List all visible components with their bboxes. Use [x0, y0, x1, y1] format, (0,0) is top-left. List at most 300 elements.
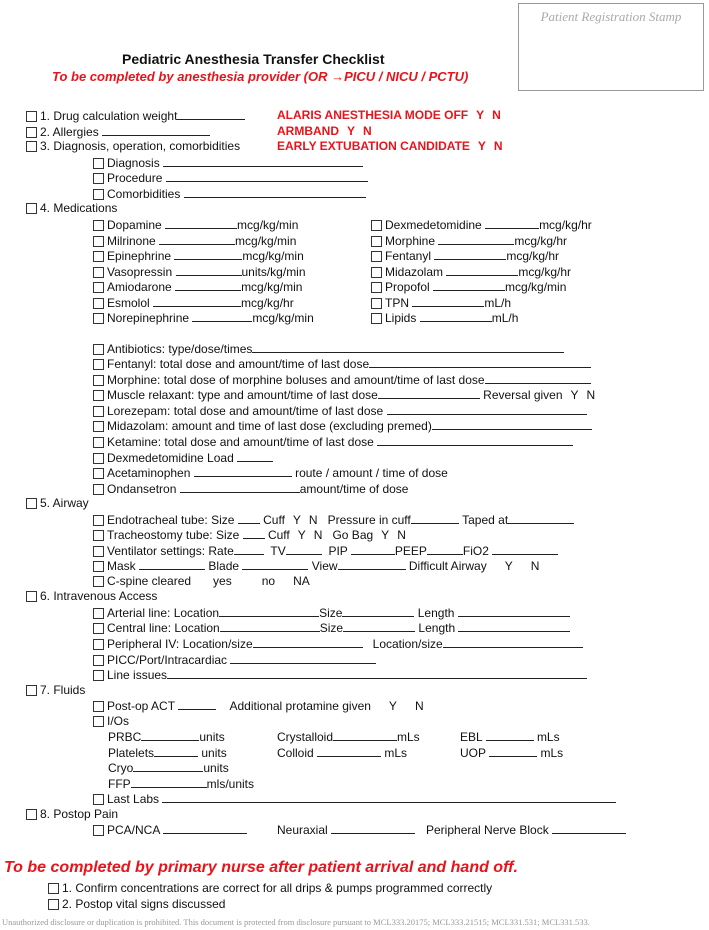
alert-label: ALARIS ANESTHESIA MODE OFF: [277, 108, 469, 122]
section-label: 5. Airway: [40, 496, 89, 510]
checkbox[interactable]: [93, 267, 104, 278]
blank-field[interactable]: [552, 822, 626, 834]
dose-acetaminophen: [93, 465, 448, 481]
iv-line-issues: [93, 667, 587, 683]
nurse-section-title: To be completed by primary nurse after patient arrival and hand off.: [4, 859, 518, 876]
yes-option[interactable]: Y: [477, 139, 486, 153]
pain-nerve-block: [426, 822, 626, 838]
blank-field[interactable]: [317, 745, 381, 757]
med-tpn: [371, 295, 511, 311]
med-name: Milrinone: [107, 234, 156, 248]
blank-field[interactable]: [342, 605, 414, 617]
checkbox[interactable]: [26, 498, 37, 509]
yes-option[interactable]: Y: [292, 513, 301, 527]
iv-peripheral: [93, 636, 583, 652]
field-label: Post-op ACT: [107, 699, 175, 713]
checkbox[interactable]: [93, 515, 104, 526]
med-name: TPN: [385, 296, 409, 310]
checkbox[interactable]: [93, 344, 104, 355]
blank-field[interactable]: [489, 745, 537, 757]
checkbox[interactable]: [93, 359, 104, 370]
field-unit: units: [201, 746, 227, 760]
field-label: PCA/NCA: [107, 823, 160, 837]
med-unit: mcg/kg/min: [241, 280, 303, 294]
checkbox[interactable]: [93, 608, 104, 619]
checkbox[interactable]: [93, 530, 104, 541]
reversal-label: Reversal given: [483, 388, 563, 402]
field-label: Crystalloid: [277, 730, 334, 744]
item-label: 1. Confirm concentrations are correct for all drips & pumps programmed correctly: [62, 881, 493, 895]
dose-label: Muscle relaxant: type and amount/time of last dose: [107, 388, 378, 402]
fluid-colloid: [277, 745, 407, 761]
checkbox[interactable]: [26, 591, 37, 602]
blank-field[interactable]: [343, 620, 415, 632]
dose-ketamine: [93, 434, 573, 450]
med-propofol: [371, 279, 566, 295]
blank-field[interactable]: [427, 543, 463, 555]
med-unit: mL/h: [491, 311, 519, 325]
blank-field[interactable]: [338, 558, 406, 570]
checkbox[interactable]: [371, 313, 382, 324]
blank-field[interactable]: [377, 434, 573, 446]
blank-field[interactable]: [458, 620, 570, 632]
na-option[interactable]: NA: [293, 574, 310, 588]
blank-field[interactable]: [159, 233, 235, 245]
blank-field[interactable]: [412, 295, 484, 307]
section-label: 4. Medications: [40, 201, 118, 215]
field-label: Cryo: [108, 761, 134, 775]
sub-procedure: [93, 170, 368, 186]
med-name: Norepinephrine: [107, 311, 190, 325]
blank-field[interactable]: [458, 605, 570, 617]
no-option[interactable]: N: [397, 528, 406, 542]
checkbox[interactable]: [371, 267, 382, 278]
med-unit: mcg/kg/min: [237, 218, 299, 232]
field-label: PEEP: [394, 544, 427, 558]
dose-label: Morphine: total dose of morphine boluses and amount/time of last dose: [107, 373, 485, 387]
dose-antibiotics: [93, 341, 564, 357]
blank-field[interactable]: [252, 341, 564, 353]
fluid-ffp: [108, 776, 254, 792]
med-unit: mcg/kg/min: [235, 234, 297, 248]
no-option[interactable]: N: [530, 559, 540, 573]
field-label: Pressure in cuff: [327, 513, 411, 527]
airway-mask: [93, 558, 539, 574]
blank-field[interactable]: [162, 791, 616, 803]
airway-cspine: [93, 574, 310, 589]
sub-comorbidities: [93, 186, 366, 202]
blank-field[interactable]: [102, 124, 210, 136]
no-option[interactable]: N: [493, 139, 503, 153]
checkbox[interactable]: [26, 141, 37, 152]
checkbox[interactable]: [93, 437, 104, 448]
yes-option[interactable]: Y: [476, 108, 485, 122]
checkbox[interactable]: [371, 282, 382, 293]
checkbox[interactable]: [93, 173, 104, 184]
dose-muscle-relaxant: [93, 387, 595, 403]
page-subtitle: To be completed by anesthesia provider (OR →PICU / NICU / PCTU): [52, 69, 469, 84]
checkbox[interactable]: [93, 561, 104, 572]
nurse-item-concentrations: [48, 881, 492, 896]
fluid-prbc: [108, 729, 225, 745]
yes-option[interactable]: Y: [388, 699, 397, 713]
med-name: Epinephrine: [107, 249, 172, 263]
field-unit: units: [203, 761, 229, 775]
field-label: EBL: [460, 730, 483, 744]
alert-early-extubation: [277, 139, 503, 154]
blank-field[interactable]: [432, 418, 592, 430]
field-label: Peripheral IV: Location/size: [107, 637, 253, 651]
checkbox[interactable]: [93, 670, 104, 681]
field-unit: mLs: [397, 730, 420, 744]
med-name: Morphine: [385, 234, 436, 248]
med-unit: mL/h: [484, 296, 512, 310]
field-label: Platelets: [108, 746, 155, 760]
dose-label: Lorezepam: total dose and amount/time of last dose: [107, 404, 384, 418]
blank-field[interactable]: [234, 543, 264, 555]
blank-field[interactable]: [243, 527, 265, 539]
blank-field[interactable]: [167, 667, 587, 679]
checkbox[interactable]: [93, 546, 104, 557]
blank-field[interactable]: [369, 356, 591, 368]
fluid-crystalloid: [277, 729, 420, 745]
checkbox[interactable]: [93, 576, 104, 587]
blank-field[interactable]: [438, 233, 514, 245]
alert-label: EARLY EXTUBATION CANDIDATE: [277, 139, 470, 153]
blank-field[interactable]: [178, 698, 216, 710]
dose-suffix: route / amount / time of dose: [295, 466, 448, 480]
yes-option[interactable]: yes: [213, 574, 232, 588]
checkbox[interactable]: [93, 313, 104, 324]
legal-footer: Unauthorized disclosure or duplication is prohibited. This document is protected from disclosure pursuant to MCL333.20175; MCL333.21515; MCL331.531; MCL331.533.: [2, 917, 590, 927]
field-label: PRBC: [108, 730, 142, 744]
field-label: FFP: [108, 777, 131, 791]
blank-field[interactable]: [238, 512, 260, 524]
no-option[interactable]: N: [492, 108, 501, 122]
dose-label: Midazolam: amount and time of last dose (excluding premed): [107, 419, 432, 433]
fluids-ios: [93, 714, 129, 729]
blank-field[interactable]: [508, 512, 574, 524]
med-name: Esmolol: [107, 296, 150, 310]
checkbox[interactable]: [93, 406, 104, 417]
field-label: I/Os: [107, 714, 130, 728]
airway-trach: [93, 527, 406, 543]
yes-option[interactable]: Y: [570, 388, 579, 402]
checkbox[interactable]: [93, 421, 104, 432]
blank-field[interactable]: [333, 729, 397, 741]
blank-field[interactable]: [434, 248, 506, 260]
checkbox[interactable]: [93, 236, 104, 247]
field-label: Location/size: [372, 637, 443, 651]
dose-label: Ketamine: total dose and amount/time of last dose: [107, 435, 374, 449]
no-option[interactable]: N: [414, 699, 424, 713]
checkbox[interactable]: [371, 236, 382, 247]
blank-field[interactable]: [131, 776, 207, 788]
item-label: 2. Postop vital signs discussed: [62, 897, 226, 911]
iv-central: [93, 620, 570, 636]
med-lipids: [371, 310, 518, 326]
checkbox[interactable]: [26, 685, 37, 696]
checkbox[interactable]: [371, 251, 382, 262]
med-name: Midazolam: [385, 265, 444, 279]
checkbox[interactable]: [93, 623, 104, 634]
item-diagnosis: [26, 139, 240, 154]
blank-field[interactable]: [286, 543, 322, 555]
field-unit: mLs: [384, 746, 408, 760]
blank-field[interactable]: [411, 512, 459, 524]
fluids-last-labs: [93, 791, 616, 807]
section-airway: [26, 496, 89, 511]
med-unit: mcg/kg/min: [242, 249, 304, 263]
alert-label: ARMBAND: [277, 124, 339, 138]
field-label: UOP: [460, 746, 486, 760]
med-unit: mcg/kg/min: [252, 311, 314, 325]
blank-field[interactable]: [163, 155, 363, 167]
fluid-ebl: [460, 729, 560, 745]
blank-field[interactable]: [420, 310, 492, 322]
med-name: Dopamine: [107, 218, 162, 232]
dose-lorezepam: [93, 403, 587, 419]
checkbox[interactable]: [93, 375, 104, 386]
med-amiodarone: [93, 279, 302, 295]
med-vasopressin: [93, 264, 306, 280]
blank-field[interactable]: [153, 295, 241, 307]
no-option[interactable]: no: [261, 574, 276, 588]
blank-field[interactable]: [139, 558, 205, 570]
iv-arterial: [93, 605, 570, 621]
blank-field[interactable]: [219, 605, 319, 617]
airway-vent: [93, 543, 558, 559]
fluid-platelets: [108, 745, 227, 761]
med-dexmedetomidine: [371, 217, 592, 233]
patient-registration-stamp-box: [518, 3, 704, 91]
blank-field[interactable]: [166, 170, 368, 182]
checkbox[interactable]: [371, 220, 382, 231]
field-label: Cuff: [263, 513, 285, 527]
med-unit: mcg/kg/hr: [241, 296, 294, 310]
med-esmolol: [93, 295, 294, 311]
med-epinephrine: [93, 248, 304, 264]
blank-field[interactable]: [154, 745, 198, 757]
section-fluids: [26, 683, 85, 698]
dose-label: Dexmedetomidine Load: [107, 451, 234, 465]
checkbox[interactable]: [371, 298, 382, 309]
blank-field[interactable]: [184, 186, 366, 198]
blank-field[interactable]: [485, 217, 539, 229]
checkbox[interactable]: [93, 639, 104, 650]
blank-field[interactable]: [351, 543, 395, 555]
section-label: 6. Intravenous Access: [40, 589, 158, 603]
no-option[interactable]: N: [363, 124, 372, 138]
field-label: View: [311, 559, 338, 573]
field-label: Taped at: [462, 513, 509, 527]
no-option[interactable]: N: [586, 388, 596, 402]
stamp-label: Patient Registration Stamp: [540, 9, 682, 24]
blank-field[interactable]: [237, 450, 273, 462]
checkbox[interactable]: [93, 251, 104, 262]
blank-field[interactable]: [492, 543, 558, 555]
field-label: Size: [319, 621, 344, 635]
blank-field[interactable]: [174, 248, 242, 260]
med-name: Fentanyl: [385, 249, 432, 263]
med-unit: units/kg/min: [241, 265, 306, 279]
blank-field[interactable]: [133, 760, 203, 772]
dose-morphine: [93, 372, 591, 388]
section-medications: [26, 201, 117, 216]
dose-label: Antibiotics: type/dose/times: [107, 342, 253, 356]
blank-field[interactable]: [230, 652, 376, 664]
section-iv-access: [26, 589, 157, 604]
med-milrinone: [93, 233, 296, 249]
field-unit: mLs: [540, 746, 564, 760]
dose-label: Ondansetron: [107, 482, 177, 496]
section-label: 8. Postop Pain: [40, 807, 119, 821]
fluid-cryo: [108, 760, 229, 776]
checkbox[interactable]: [26, 809, 37, 820]
dose-fentanyl: [93, 356, 591, 372]
iv-picc: [93, 652, 376, 668]
blank-field[interactable]: [141, 729, 199, 741]
med-name: Vasopressin: [107, 265, 173, 279]
med-dopamine: [93, 217, 298, 233]
blank-field[interactable]: [331, 822, 415, 834]
field-unit: units: [199, 730, 225, 744]
blank-field[interactable]: [220, 620, 320, 632]
item-label: 3. Diagnosis, operation, comorbidities: [40, 139, 241, 153]
no-option[interactable]: N: [308, 513, 318, 527]
checkbox[interactable]: [48, 883, 59, 894]
med-unit: mcg/kg/hr: [539, 218, 592, 232]
checkbox[interactable]: [26, 203, 37, 214]
yes-option[interactable]: Y: [347, 124, 356, 138]
field-label: Arterial line: Location: [107, 606, 220, 620]
checkbox[interactable]: [93, 794, 104, 805]
field-label: Peripheral Nerve Block: [426, 823, 549, 837]
field-label: Mask: [107, 559, 136, 573]
item-allergies: [26, 124, 210, 140]
item-label: Diagnosis: [107, 156, 160, 170]
med-unit: mcg/kg/min: [505, 280, 567, 294]
blank-field[interactable]: [378, 387, 480, 399]
field-label: Tracheostomy tube: Size: [107, 528, 240, 542]
field-label: Line issues: [107, 668, 168, 682]
checkbox[interactable]: [93, 701, 104, 712]
blank-field[interactable]: [194, 465, 292, 477]
checkbox[interactable]: [26, 111, 37, 122]
blank-field[interactable]: [253, 636, 363, 648]
item-label: 2. Allergies: [40, 125, 99, 139]
yes-option[interactable]: Y: [381, 528, 390, 542]
blank-field[interactable]: [486, 729, 534, 741]
checkbox[interactable]: [93, 716, 104, 727]
blank-field[interactable]: [175, 279, 241, 291]
checkbox[interactable]: [93, 484, 104, 495]
checkbox[interactable]: [93, 453, 104, 464]
fluids-act: [93, 698, 424, 714]
blank-field[interactable]: [242, 558, 308, 570]
field-label: FiO2: [462, 544, 489, 558]
field-label: PICC/Port/Intracardiac: [107, 653, 228, 667]
field-label: Length: [418, 621, 456, 635]
blank-field[interactable]: [180, 481, 300, 493]
field-label: Last Labs: [107, 792, 160, 806]
checkbox[interactable]: [93, 298, 104, 309]
blank-field[interactable]: [192, 310, 252, 322]
field-label: Length: [417, 606, 455, 620]
dose-suffix: amount/time of dose: [299, 482, 409, 496]
field-label: Cuff: [267, 528, 290, 542]
blank-field[interactable]: [163, 822, 247, 834]
checkbox[interactable]: [93, 220, 104, 231]
field-label: PIP: [328, 544, 348, 558]
field-label: Go Bag: [332, 528, 374, 542]
med-name: Dexmedetomidine: [385, 218, 482, 232]
blank-field[interactable]: [176, 264, 242, 276]
sub-diagnosis: [93, 155, 363, 171]
section-label: 7. Fluids: [40, 683, 86, 697]
field-label: Neuraxial: [277, 823, 328, 837]
med-name: Amiodarone: [107, 280, 172, 294]
field-label: Additional protamine given: [229, 699, 371, 713]
field-unit: mLs: [536, 730, 560, 744]
field-label: Blade: [208, 559, 240, 573]
item-drug-weight: [26, 108, 245, 124]
checkbox[interactable]: [26, 127, 37, 138]
item-label: Procedure: [107, 171, 163, 185]
blank-field[interactable]: [446, 264, 518, 276]
blank-field[interactable]: [433, 279, 505, 291]
field-label: C-spine cleared: [107, 574, 192, 588]
checkbox[interactable]: [93, 655, 104, 666]
checkbox[interactable]: [93, 390, 104, 401]
blank-field[interactable]: [485, 372, 591, 384]
med-name: Propofol: [385, 280, 430, 294]
page-title: Pediatric Anesthesia Transfer Checklist: [122, 51, 385, 67]
blank-field[interactable]: [387, 403, 587, 415]
item-label: 1. Drug calculation weight: [40, 109, 178, 123]
alert-alaris: [277, 108, 501, 123]
checkbox[interactable]: [93, 158, 104, 169]
checkbox[interactable]: [93, 282, 104, 293]
dose-ondansetron: [93, 481, 408, 497]
dose-dexmedetomidine-load: [93, 450, 273, 466]
field-label: Colloid: [277, 746, 314, 760]
item-label: Comorbidities: [107, 187, 181, 201]
dose-label: Fentanyl: total dose and amount/time of last dose: [107, 357, 370, 371]
field-label: TV: [270, 544, 286, 558]
no-option[interactable]: N: [313, 528, 323, 542]
dose-label: Acetaminophen: [107, 466, 191, 480]
field-label: Size: [319, 606, 343, 620]
checkbox[interactable]: [93, 468, 104, 479]
checkbox[interactable]: [93, 189, 104, 200]
med-fentanyl: [371, 248, 559, 264]
yes-option[interactable]: Y: [297, 528, 306, 542]
checkbox[interactable]: [48, 899, 59, 910]
med-midazolam: [371, 264, 571, 280]
blank-field[interactable]: [177, 108, 245, 120]
blank-field[interactable]: [165, 217, 237, 229]
pain-neuraxial: [277, 822, 415, 838]
med-morphine: [371, 233, 567, 249]
pain-pca: [93, 822, 247, 838]
checkbox[interactable]: [93, 825, 104, 836]
blank-field[interactable]: [443, 636, 583, 648]
med-name: Lipids: [385, 311, 417, 325]
field-label: Ventilator settings: Rate: [107, 544, 234, 558]
yes-option[interactable]: Y: [504, 559, 513, 573]
nurse-item-vitals: [48, 897, 225, 912]
